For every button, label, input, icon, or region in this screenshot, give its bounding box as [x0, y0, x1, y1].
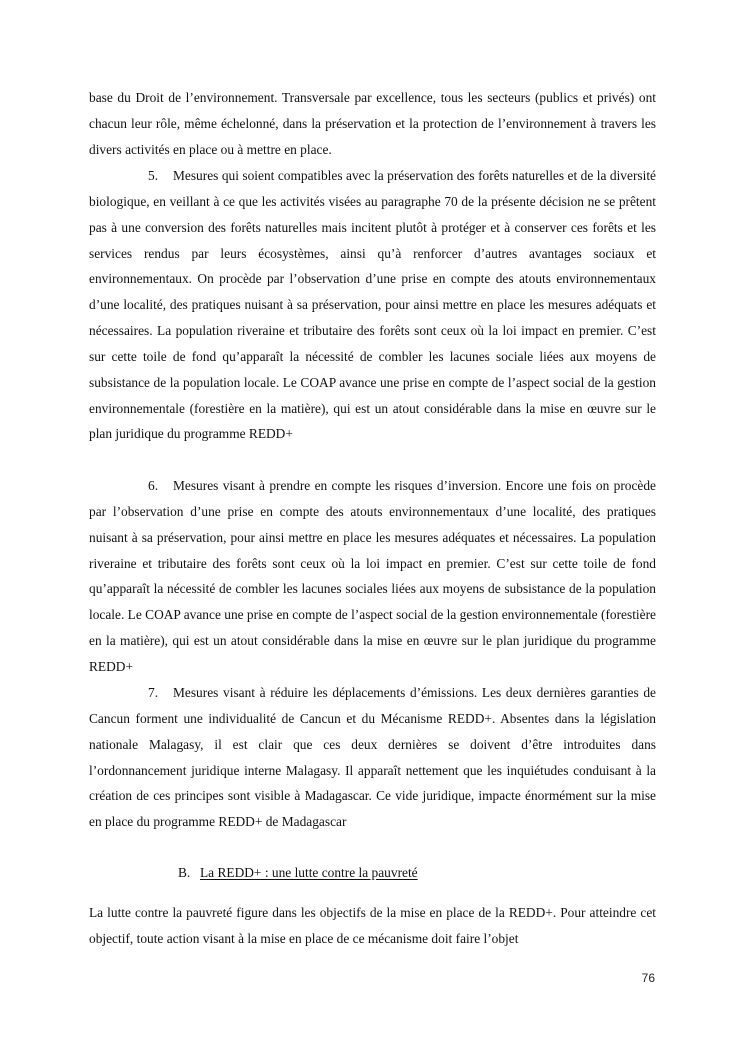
page-number: 76	[641, 971, 655, 985]
item-number: 7.	[148, 685, 159, 700]
paragraph-item-6: 6. Mesures visant à prendre en compte les risques d’inversion. Encore une fois on procède par l’observation d’une prise en compte des atouts environnementaux d’une localité, des pratiques nuisant à sa préservation, pour ainsi mettre en place les mesures adéquates et nécessaires. La population riveraine et tributaire des forêts sont ceux où la loi impact en premier. C’est sur cette toile de fond qu’apparaît la nécessité de combler les lacunes sociales liées aux moyens de subsistance de la population locale. Le COAP avance une prise en compte de l’aspect social de la gestion environnementale (forestière en la matière), qui est un atout considérable dans la mise en œuvre sur le plan juridique du programme REDD+	[89, 473, 656, 680]
item-number: 5.	[148, 168, 159, 183]
section-title: La REDD+ : une lutte contre la pauvreté	[200, 865, 418, 880]
item-number: 6.	[148, 478, 159, 493]
paragraph-intro: base du Droit de l’environnement. Transversale par excellence, tous les secteurs (publics et privés) ont chacun leur rôle, même échelonné, dans la préservation et la protection de l’environnement à travers les divers activités en place ou à mettre en place.	[89, 90, 656, 157]
paragraph-item-5: 5. Mesures qui soient compatibles avec la préservation des forêts naturelles et de la diversité biologique, en veillant à ce que les activités visées au paragraphe 70 de la présente décision ne se prêtent pas à une conversion des forêts naturelles mais incitent plutôt à protéger et à conserver ces forêts et les services rendus par leurs écosystèmes, ainsi qu’à renforcer d’autres avantages sociaux et environnementaux. On procède par l’observation d’une prise en compte des atouts environnementaux d’une localité, des pratiques nuisant à sa préservation, pour ainsi mettre en place les mesures adéquats et nécessaires. La population riveraine et tributaire des forêts sont ceux où la loi impact en premier. C’est sur cette toile de fond qu’apparaît la nécessité de combler les lacunes sociale liées aux moyens de subsistance de la population locale. Le COAP avance une prise en compte de l’aspect social de la gestion environnementale (forestière en la matière), qui est un atout considérable dans la mise en œuvre sur le plan juridique du programme REDD+	[89, 163, 656, 447]
section-heading	[178, 860, 418, 886]
paragraph-closing: La lutte contre la pauvreté figure dans les objectifs de la mise en place de la REDD+. Pour atteindre cet objectif, toute action visant à la mise en place de ce mécanisme doit faire l’objet	[89, 905, 656, 946]
paragraph-item-7: 7. Mesures visant à réduire les déplacements d’émissions. Les deux dernières garanties de Cancun forment une individualité de Cancun et du Mécanisme REDD+. Absentes dans la législation nationale Malagasy, il est clair que ces deux dernières se doivent d’être introduites dans l’ordonnancement juridique interne Malagasy. Il apparaît nettement que les inquiétudes conduisant à la création de ces principes sont visible à Madagascar. Ce vide juridique, impacte énormément sur la mise en place du programme REDD+ de Madagascar	[89, 680, 656, 835]
section-letter: B.	[178, 865, 191, 880]
